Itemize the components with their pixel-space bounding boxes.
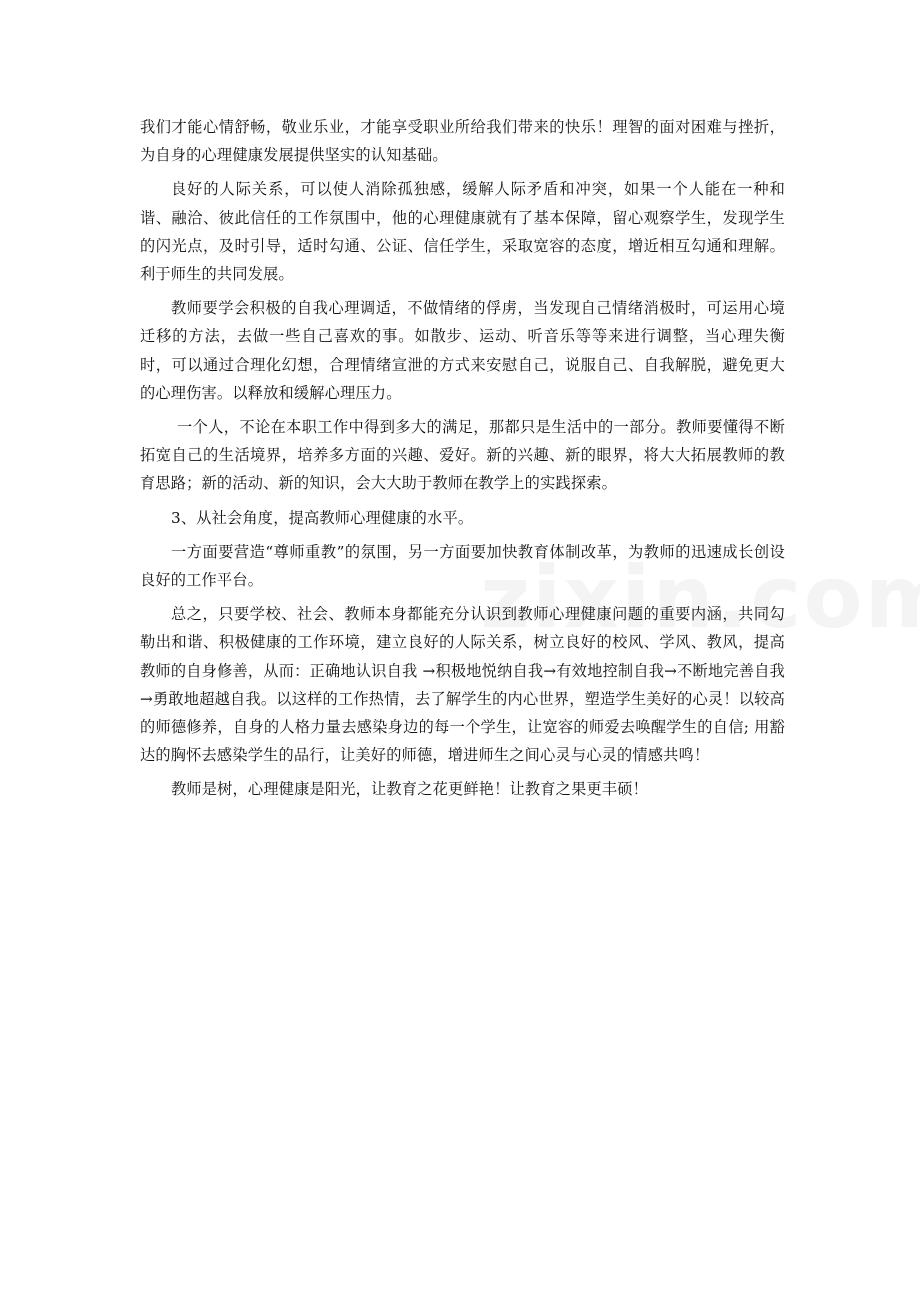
section-heading-3: 3、从社会角度，提高教师心理健康的水平。 — [171, 508, 474, 527]
paragraph-6: 总之，只要学校、社会、教师本身都能充分认识到教师心理健康问题的重要内涵，共同勾勒出和谐、积极健康的工作环境，建立良好的人际关系，树立良好的校风、学风、教风，提高教师的自身修善，从而：正确地认识自我 →积极地悦纳自我→有效地控制自我→不断地完善自我→勇敢地超越自我。以这样的工作热情，去了解学生的内心世界，塑造学生美好的心灵！以较高的师德修养，自身的人格力量去感染身边的每一个学生，让宽容的师爱去唤醒学生的自信; 用豁达的胸怀去感染学生的品行，让美好的师德，增进师生之间心灵与心灵的情感共鸣！ — [140, 605, 785, 765]
paragraph-3: 教师要学会积极的自我心理调适，不做情绪的俘虏，当发现自己情绪消极时，可运用心境迁移的方法，去做一些自己喜欢的事。如散步、运动、听音乐等等来进行调整，当心理失衡时，可以通过合理化幻想，合理情绪宣泄的方式来安慰自己，说服自己、自我解脱，避免更大的心理伤害。以释放和缓解心理压力。 — [140, 299, 785, 402]
document-page — [140, 113, 785, 810]
closing-paragraph: 教师是树，心理健康是阳光，让教育之花更鲜艳！让教育之果更丰硕！ — [171, 780, 649, 799]
paragraph-5: 一方面要营造“尊师重教”的氛围，另一方面要加快教育体制改革，为教师的迅速成长创设良好的工作平台。 — [140, 542, 785, 590]
paragraph-1: 我们才能心情舒畅，敬业乐业，才能享受职业所给我们带来的快乐！理智的面对困难与挫折，为自身的心理健康发展提供坚实的认知基础。 — [140, 118, 785, 165]
paragraph-2: 良好的人际关系，可以使人消除孤独感，缓解人际矛盾和冲突，如果一个人能在一种和谐、融洽、彼此信任的工作氛围中，他的心理健康就有了基本保障，留心观察学生，发现学生的闪光点，及时引导，适时勾通、公证、信任学生，采取宽容的态度，增近相互勾通和理解。利于师生的共同发展。 — [140, 180, 785, 284]
paragraph-4: 一个人，不论在本职工作中得到多大的满足，那都只是生活中的一部分。教师要懂得不断拓宽自己的生活境界，培养多方面的兴趣、爱好。新的兴趣、新的眼界，将大大拓展教师的教育思路；新的活动、新的知识，会大大助于教师在教学上的实践探索。 — [140, 418, 785, 493]
